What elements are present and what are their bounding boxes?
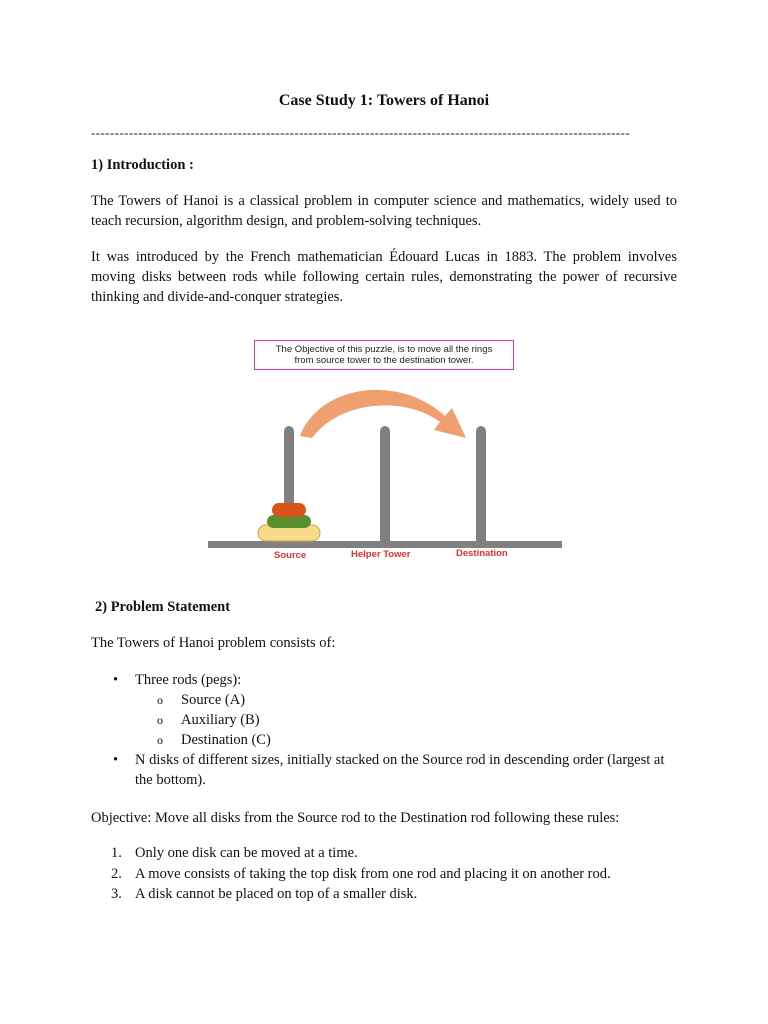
bullet-marker: • — [113, 672, 119, 688]
rod-helper — [380, 426, 390, 546]
rule-text: A disk cannot be placed on top of a smaller disk. — [135, 886, 418, 902]
rule-number: 2. — [111, 865, 122, 882]
sub-bullet-marker: o — [157, 713, 163, 727]
list-item — [135, 730, 681, 750]
rule-number: 3. — [111, 886, 122, 902]
section-heading-problem-statement: 2) Problem Statement — [95, 599, 231, 615]
list-item — [91, 670, 681, 750]
sub-bullet-marker: o — [157, 693, 163, 707]
problem-bullet-list — [91, 670, 681, 790]
section-heading-introduction: 1) Introduction : — [91, 157, 194, 173]
sub-bullet-text: Destination (C) — [181, 732, 271, 748]
caption-line-2: from source tower to the destination tower. — [294, 355, 474, 366]
rule-number: 1. — [111, 845, 122, 861]
label-source: Source — [274, 550, 307, 561]
intro-paragraph-2: It was introduced by the French mathematician Édouard Lucas in 1883. The problem involves moving disks between rods while following certain rules, demonstrating the power of recursive thinking and divide-and-conquer strategies. — [91, 249, 677, 305]
bullet-marker: • — [113, 752, 119, 768]
base-platform — [208, 541, 562, 548]
objective-paragraph: Objective: Move all disks from the Source rod to the Destination rod following these rules: — [91, 810, 620, 826]
rod-destination — [476, 426, 486, 546]
intro-paragraph-1: The Towers of Hanoi is a classical problem in computer science and mathematics, widely used to teach recursion, algorithm design, and problem-solving techniques. — [91, 193, 677, 229]
towers-of-hanoi-figure — [200, 334, 570, 574]
sub-bullet-text: Source (A) — [181, 692, 246, 708]
rule-text: Only one disk can be moved at a time. — [135, 845, 358, 861]
page-title: Case Study 1: Towers of Hanoi — [278, 92, 490, 109]
label-destination: Destination — [456, 548, 508, 559]
list-item — [91, 864, 611, 885]
figure-caption-box — [254, 340, 514, 370]
sub-bullet-text: Auxiliary (B) — [181, 712, 260, 728]
sub-bullet-list — [135, 690, 681, 750]
bullet-text: Three rods (pegs): — [135, 672, 242, 688]
dashed-divider: ------------------------------------------------------------------------------------------------------------------ — [91, 125, 631, 140]
problem-intro: The Towers of Hanoi problem consists of: — [91, 635, 336, 651]
bullet-text: N disks of different sizes, initially stacked on the Source rod in descending order (largest at the bottom). — [135, 752, 665, 788]
list-item — [91, 884, 611, 905]
list-item — [135, 710, 681, 730]
caption-line-1: The Objective of this puzzle, is to move all the rings — [275, 344, 493, 355]
label-helper-tower: Helper Tower — [351, 549, 411, 560]
towers-diagram — [200, 334, 570, 574]
list-item — [91, 750, 681, 790]
rule-text: A move consists of taking the top disk from one rod and placing it on another rod. — [135, 865, 611, 882]
rules-list — [91, 843, 611, 905]
disk-top — [272, 503, 306, 517]
list-item — [135, 690, 681, 710]
sub-bullet-marker: o — [157, 733, 163, 747]
list-item — [91, 843, 611, 864]
